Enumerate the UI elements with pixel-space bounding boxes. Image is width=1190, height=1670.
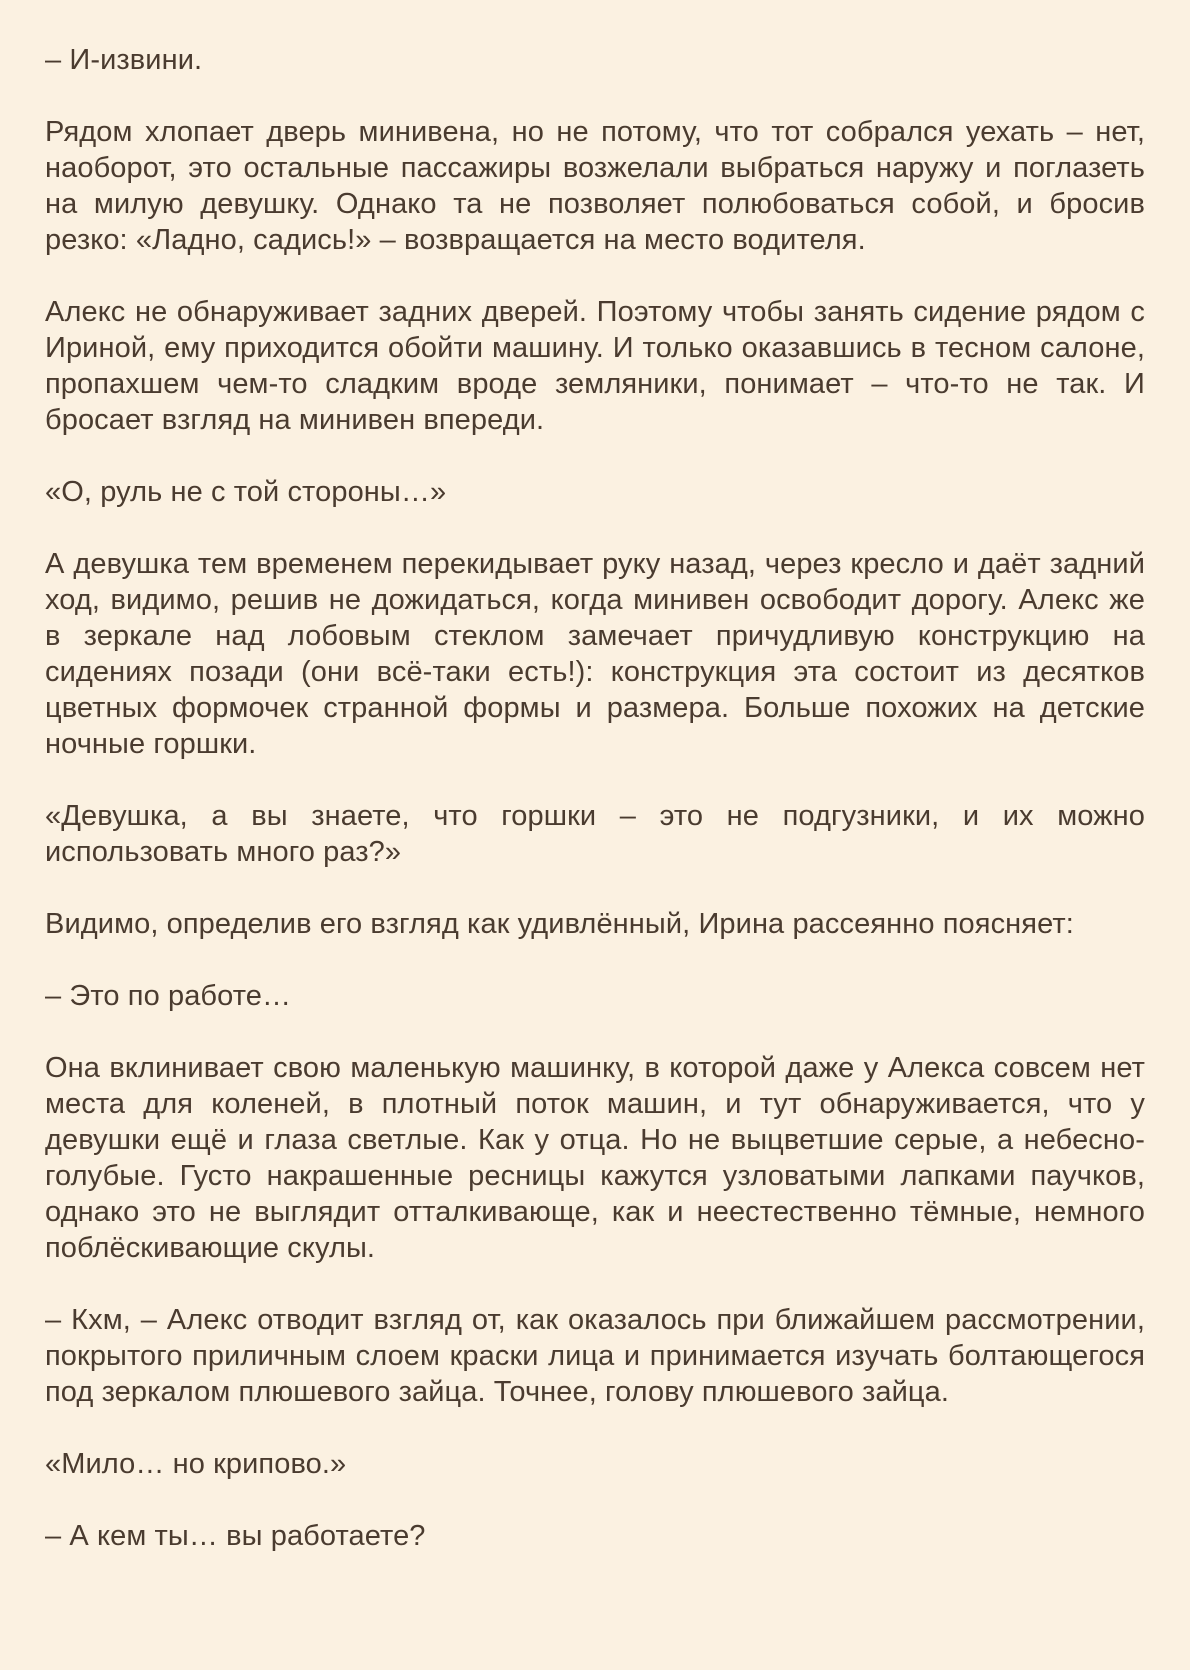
paragraph-8: – Это по работе… xyxy=(45,980,292,1012)
paragraph-2: Рядом хлопает дверь минивена, но не потому, что тот собрался уехать – нет, наоборот, это остальные пассажиры возжелали выбраться наружу и поглазеть на милую девушку. Однако та не позволяет полюбоваться собой, и бросив резко: «Ладно, садись!» – возвращается на место водителя. xyxy=(45,116,1145,256)
paragraph-3: Алекс не обнаруживает задних дверей. Поэтому чтобы занять сидение рядом с Ириной, ему приходится обойти машину. И только оказавшись в тесном салоне, пропахшем чем-то сладким вроде земляники, понимает – что-то не так. И бросает взгляд на минивен впереди. xyxy=(45,296,1145,436)
paragraph-12: – А кем ты… вы работаете? xyxy=(45,1520,426,1552)
paragraph-4: «О, руль не с той стороны…» xyxy=(45,476,447,508)
paragraph-11: «Мило… но крипово.» xyxy=(45,1448,347,1480)
paragraph-9: Она вклинивает свою маленькую машинку, в которой даже у Алекса совсем нет места для коленей, в плотный поток машин, и тут обнаруживается, что у девушки ещё и глаза светлые. Как у отца. Но не выцветшие серые, а небесно-голубые. Густо накрашенные ресницы кажутся узловатыми лапками паучков, однако это не выглядит отталкивающе, как и неестественно тёмные, немного поблёскивающие скулы. xyxy=(45,1052,1145,1264)
paragraph-6: «Девушка, а вы знаете, что горшки – это не подгузники, и их можно использовать много раз?» xyxy=(45,800,1145,868)
paragraph-7: Видимо, определив его взгляд как удивлённый, Ирина рассеянно поясняет: xyxy=(45,908,1074,940)
paragraph-1: – И-извини. xyxy=(45,44,203,76)
paragraph-10: – Кхм, – Алекс отводит взгляд от, как оказалось при ближайшем рассмотрении, покрытого приличным слоем краски лица и принимается изучать болтающегося под зеркалом плюшевого зайца. Точнее, голову плюшевого зайца. xyxy=(45,1304,1145,1408)
paragraph-5: А девушка тем временем перекидывает руку назад, через кресло и даёт задний ход, видимо, решив не дожидаться, когда минивен освободит дорогу. Алекс же в зеркале над лобовым стеклом замечает причудливую конструкцию на сидениях позади (они всё-таки есть!): конструкция эта состоит из десятков цветных формочек странной формы и размера. Больше похожих на детские ночные горшки. xyxy=(45,548,1145,760)
